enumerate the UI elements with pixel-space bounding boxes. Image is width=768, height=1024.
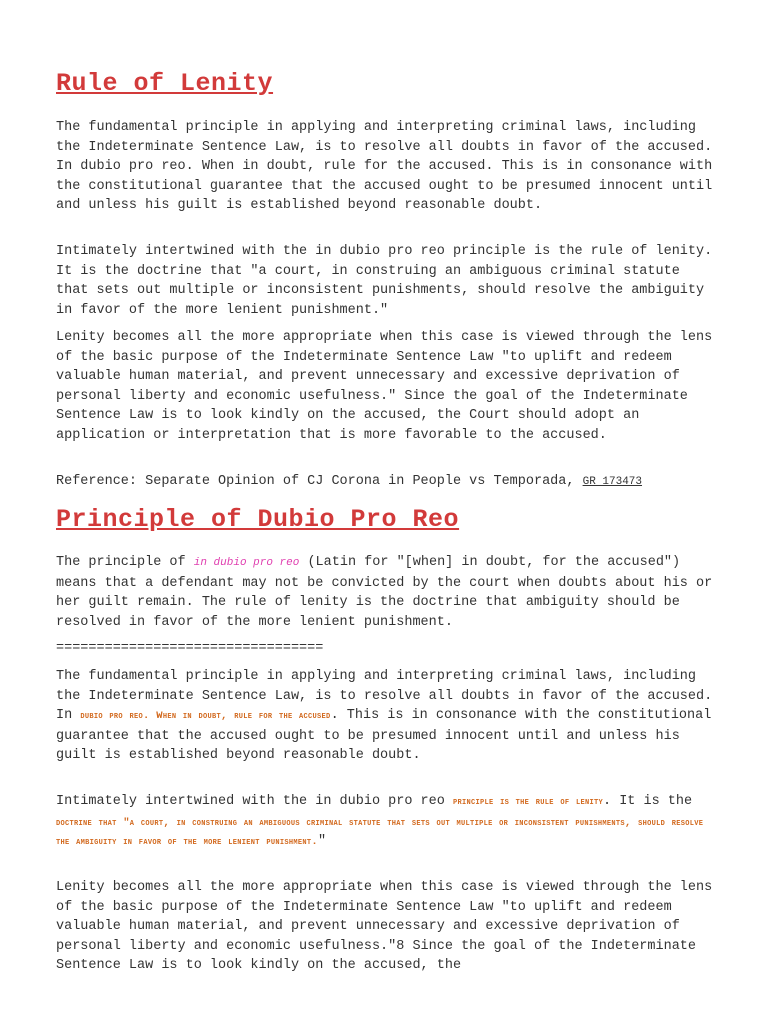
latin-term: in dubio pro reo bbox=[193, 557, 300, 569]
highlight-dubio: dubio pro reo. When in doubt, rule for the accused bbox=[80, 710, 331, 722]
paragraph-intertwined-repeat bbox=[56, 792, 716, 852]
text-span: " bbox=[317, 834, 327, 849]
text-span: (Latin for "[when] in doubt, for the accused") means that a defendant may not be convicted by the court when doubts about his or her guilt remain. The rule of lenity is the doctrine that ambiguity should be resolved in favor of the more lenient punishment. bbox=[56, 555, 713, 630]
paragraph-fundamental-principle-repeat bbox=[56, 667, 716, 766]
reference-line bbox=[56, 472, 716, 493]
highlight-doctrine: doctrine that "a court, in construing an ambiguous criminal statute that sets out multiple or inconsistent punishments, should resolve the ambiguity in favor of the more lenient punishment. bbox=[56, 816, 704, 848]
paragraph-principle-definition bbox=[56, 553, 716, 632]
text-span: . It is the bbox=[603, 794, 693, 809]
heading-principle-dubio-pro-reo: Principle of Dubio Pro Reo bbox=[56, 505, 460, 534]
text-span: Intimately intertwined with the in dubio pro reo bbox=[56, 794, 453, 809]
heading-rule-of-lenity: Rule of Lenity bbox=[56, 69, 274, 98]
paragraph-lenity-appropriate-repeat: Lenity becomes all the more appropriate when this case is viewed through the lens of the basic purpose of the Indeterminate Sentence Law "to uplift and redeem valuable human material, and prevent unnecessary and excessive deprivation of personal liberty and economic usefulness."8 Since the goal of the Indeterminate Sentence Law is to look kindly on the accused, the bbox=[56, 880, 713, 973]
reference-link[interactable]: GR 173473 bbox=[582, 476, 643, 488]
highlight-rule-of-lenity: principle is the rule of lenity bbox=[452, 796, 603, 808]
paragraph-lenity-appropriate: Lenity becomes all the more appropriate when this case is viewed through the lens of the basic purpose of the Indeterminate Sentence Law "to uplift and redeem valuable human material, and prevent unnecessary and excessive deprivation of personal liberty and economic usefulness." Since the goal of the Indeterminate Sentence Law is to look kindly on the accused, the Court should adopt an application or interpretation that is more favorable to the accused. bbox=[56, 330, 713, 443]
divider-line: ================================= bbox=[56, 641, 324, 656]
text-span: The fundamental principle in applying and interpreting criminal laws, including the Indeterminate Sentence Law, is to resolve all doubts in favor of the accused. In bbox=[56, 669, 713, 723]
reference-label: Reference: Separate Opinion of CJ Corona in People vs Temporada, bbox=[56, 474, 583, 489]
paragraph-fundamental-principle: The fundamental principle in applying and interpreting criminal laws, including the Indeterminate Sentence Law, is to resolve all doubts in favor of the accused. In dubio pro reo. When in doubt, rule for the accused. This is in consonance with the constitutional guarantee that the accused ought to be presumed innocent until and unless his guilt is established beyond reasonable doubt. bbox=[56, 120, 713, 213]
text-span: . This is in consonance with the constitutional guarantee that the accused ought to be presumed innocent until and unless his guilt is established beyond reasonable doubt. bbox=[56, 708, 712, 763]
paragraph-intertwined: Intimately intertwined with the in dubio pro reo principle is the rule of lenity. It is the doctrine that "a court, in construing an ambiguous criminal statute that sets out multiple or inconsistent punishments, should resolve the ambiguity in favor of the more lenient punishment." bbox=[56, 244, 713, 318]
text-span: The principle of bbox=[56, 555, 194, 570]
